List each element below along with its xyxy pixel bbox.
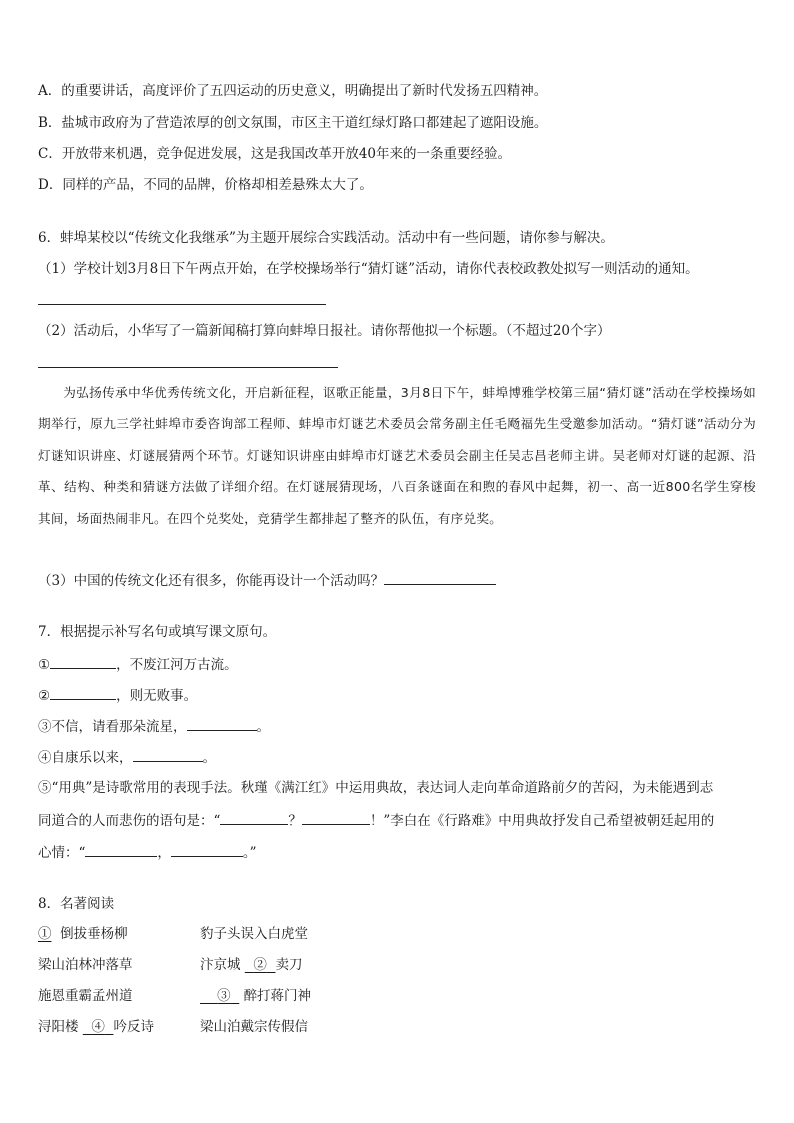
q8-row2-right-prefix: 汴京城 [200, 957, 241, 973]
q7-item3 [38, 716, 270, 737]
q6-part3-blank[interactable] [384, 570, 496, 585]
q7-item5-line3-text: 心情：“ [38, 845, 86, 861]
q7-item3-text: ③不信，请看那朵流星， [38, 719, 187, 735]
q7-item2-text: ，则无败事。 [116, 688, 198, 704]
news-passage: 为弘扬传承中华优秀传统文化，开启新征程，讴歌正能量，3月8日下午，蚌埠博雅学校第三届“猜灯谜”活动在学校操场如期举行，原九三学社蚌埠市委咨询部工程师、蚌埠市灯谜艺术委员会常务副主任毛飏福先生受邀参加活动。“猜灯谜”活动分为灯谜知识讲座、灯谜展猜两个环节。灯谜知识讲座由蚌埠市灯谜艺术委员会副主任吴志昌老师主讲。吴老师对灯谜的起源、沿革、结构、种类和猜谜方法做了详细介绍。在灯谜展猜现场，八百条谜面在和煦的春风中起舞，初一、高一近800名学生穿梭其间，场面热闹非凡。在四个兑奖处，竞猜学生都排起了整齐的队伍，有序兑奖。 [38, 385, 756, 526]
q7-item4-text: ④自康乐以来， [38, 750, 133, 766]
q7-item2 [38, 685, 197, 706]
q7-item4 [38, 747, 216, 768]
q7-item5-line3-end: 。” [242, 845, 257, 861]
q7-item5-line3-mid: ， [157, 845, 171, 861]
q8-blank-4[interactable] [83, 1019, 114, 1035]
q8-row2-right [200, 955, 302, 975]
q7-item3-blank[interactable] [187, 716, 257, 731]
q7-item5-line2-end: ！”李白在《行路难》中用典故抒发自己希望被朝廷起用的 [369, 813, 715, 829]
q8-row2-right-suffix: 卖刀 [275, 957, 303, 973]
q7-item5-blank2[interactable] [302, 810, 370, 825]
q8-row4-left [38, 1017, 200, 1037]
q7-item5-line3 [38, 842, 257, 863]
q8-row4-left-prefix: 浔阳楼 [38, 1019, 79, 1035]
q7-item5-line2-mid: ？ [288, 813, 302, 829]
q7-item1 [38, 654, 238, 675]
q8-row4-left-suffix: 吟反诗 [113, 1019, 154, 1035]
q8-row3-left: 施恩重霸孟州道 [38, 988, 133, 1004]
q8-blank-3-label: ③ [217, 988, 231, 1004]
q5-option-a: A．的重要讲话，高度评价了五四运动的历史意义，明确提出了新时代发扬五四精神。 [38, 83, 548, 99]
q5-option-d: D．同样的产品，不同的品牌，价格却相差悬殊太大了。 [38, 177, 373, 193]
q6-stem: 6．蚌埠某校以“传统文化我继承”为主题开展综合实践活动。活动中有一些问题，请你参与解决。 [38, 230, 614, 246]
q7-item4-blank[interactable] [133, 747, 203, 762]
q8-row1-right: 豹子头误入白虎堂 [200, 926, 308, 942]
q8-row4-right: 梁山泊戴宗传假信 [200, 1019, 308, 1035]
q7-item1-blank[interactable] [50, 654, 116, 669]
q8-row3-right [200, 986, 311, 1006]
q7-item1-text: ，不废江河万古流。 [116, 657, 238, 673]
q8-blank-4-label: ④ [91, 1019, 105, 1035]
q7-item2-number: ② [38, 688, 51, 704]
q7-item5-blank1[interactable] [220, 810, 288, 825]
q7-item5-line2 [38, 810, 714, 831]
q7-item3-end: 。 [256, 719, 270, 735]
q7-item5-blank3[interactable] [85, 842, 157, 857]
q8-row-3 [38, 986, 311, 1006]
q8-stem: 8．名著阅读 [38, 896, 115, 912]
q6-part3-text: （3）中国的传统文化还有很多，你能再设计一个活动吗？ [38, 573, 385, 589]
q7-item5-blank4[interactable] [171, 842, 243, 857]
q8-blank-2-label: ② [253, 957, 267, 973]
q6-part3 [38, 570, 496, 591]
q8-row-1 [38, 924, 308, 944]
q5-option-c: C．开放带来机遇，竞争促进发展，这是我国改革开放40年来的一条重要经验。 [38, 146, 512, 162]
q7-item1-number: ① [38, 657, 51, 673]
q8-row-2 [38, 955, 302, 975]
q8-blank-2[interactable] [245, 957, 276, 973]
q8-blank-3[interactable] [200, 988, 239, 1004]
q8-row2-left: 梁山泊林冲落草 [38, 957, 133, 973]
q8-row1-left-text: 倒拔垂杨柳 [60, 926, 128, 942]
q8-row-4 [38, 1017, 308, 1037]
q6-part2-answer-line[interactable] [38, 367, 338, 368]
q7-stem: 7．根据提示补写名句或填写课文原句。 [38, 624, 277, 640]
q6-part2: （2）活动后，小华写了一篇新闻稿打算向蚌埠日报社。请你帮他拟一个标题。（不超过20个字） [38, 323, 611, 339]
q7-item5-line2-text: 同道合的人而悲伤的语句是：“ [38, 813, 221, 829]
q6-part1: （1）学校计划3月8日下午两点开始，在学校操场举行“猜灯谜”活动，请你代表校政教处拟写一则活动的通知。 [38, 261, 699, 277]
q6-part1-answer-line[interactable] [38, 304, 326, 305]
q7-item2-blank[interactable] [50, 685, 116, 700]
q8-row1-left [38, 924, 200, 944]
q8-blank-1[interactable]: ① [38, 926, 52, 942]
q7-item5-line1: ⑤“用典”是诗歌常用的表现手法。秋瑾《满江红》中运用典故，表达词人走向革命道路前夕的苦闷，为未能遇到志 [38, 780, 714, 796]
q8-row3-right-suffix: 醉打蒋门神 [243, 988, 312, 1004]
q5-option-b: B．盐城市政府为了营造浓厚的创文氛围，市区主干道红绿灯路口都建起了遮阳设施。 [38, 115, 548, 131]
q7-item4-end: 。 [202, 750, 216, 766]
